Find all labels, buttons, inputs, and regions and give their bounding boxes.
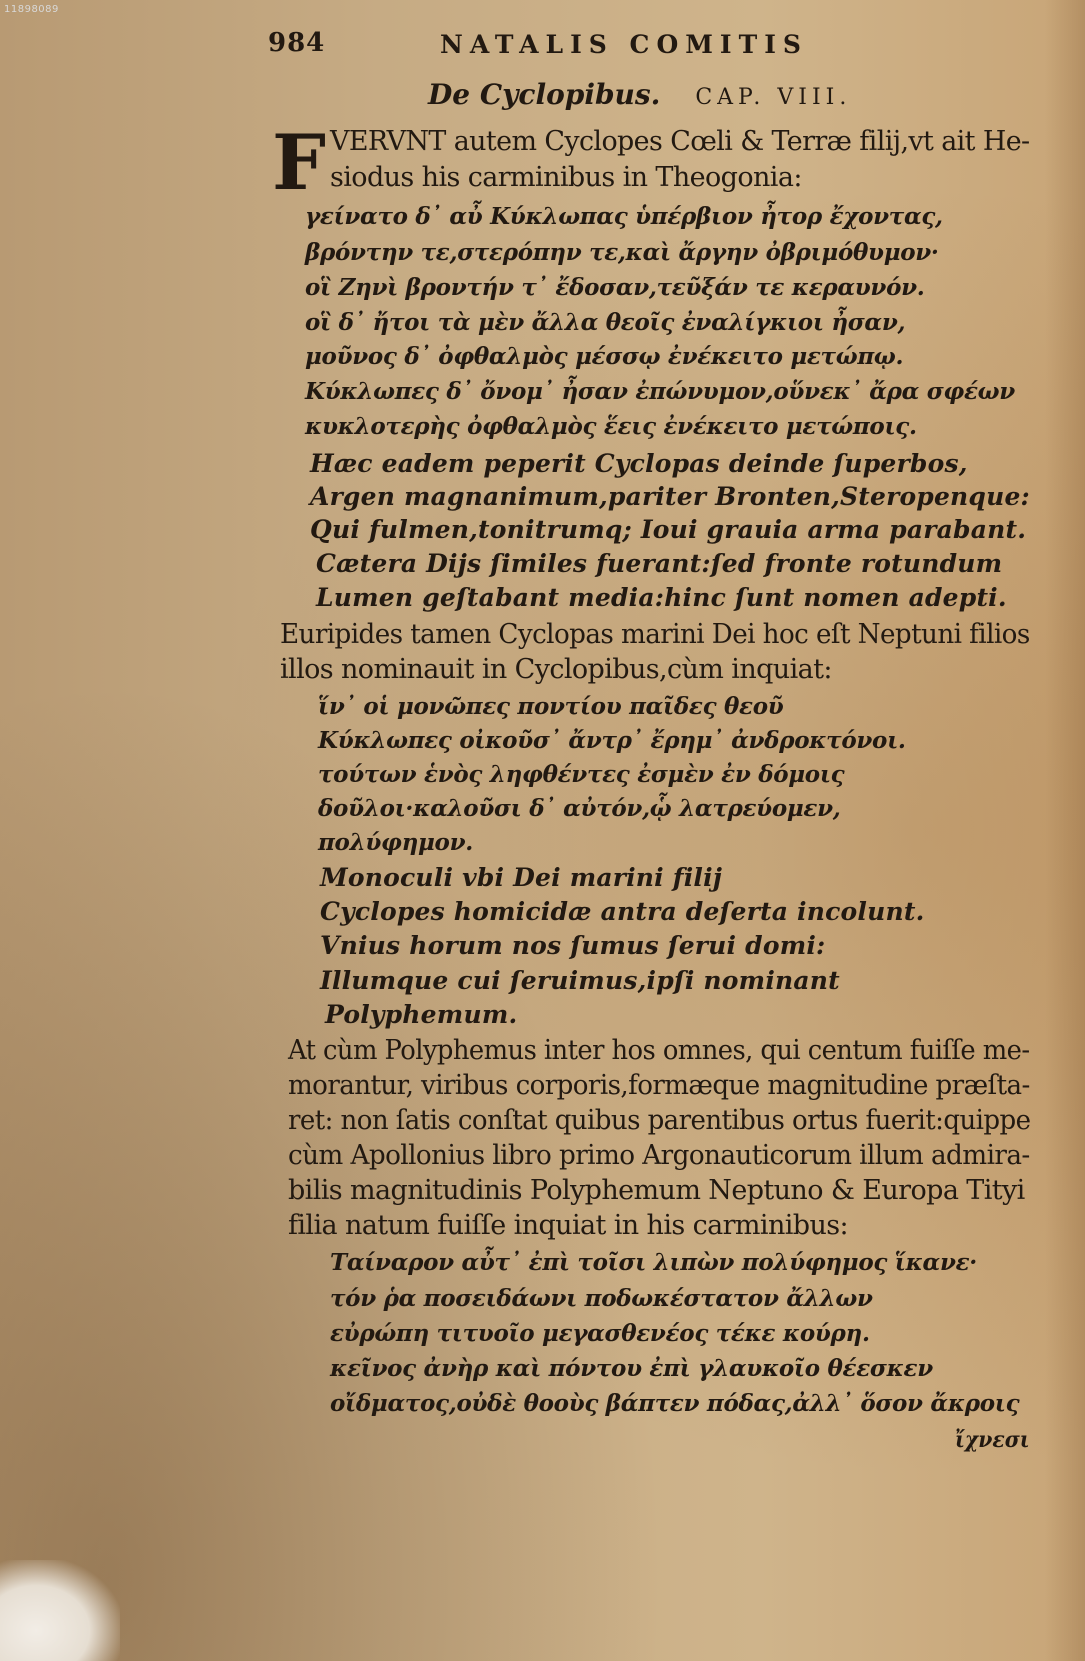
greek-verse-line: ἵν᾽ οἱ μονῶπες ποντίου παῖδες θεοῦ: [318, 693, 784, 720]
latin-verse-line: Hæc eadem peperit Cyclopas deinde ſuperbos,: [310, 449, 968, 478]
drop-initial: F: [272, 118, 326, 207]
greek-verse-line: πολύφημον.: [318, 829, 473, 856]
text-line: Euripides tamen Cyclopas marini Dei hoc eſt Neptuni filios: [280, 619, 1030, 650]
text-line: VERVNT autem Cyclopes Cœli & Terræ filij,vt ait He-: [330, 126, 1030, 157]
greek-verse-line: οἳ δ᾽ ἤτοι τὰ μὲν ἄλλα θεοῖς ἐναλίγκιοι ἦσαν,: [305, 309, 906, 336]
greek-verse-line: Κύκλωπες δ᾽ ὄνομ᾽ ἦσαν ἐπώνυμον,οὕνεκ᾽ ἄρα σφέων: [305, 378, 1015, 405]
greek-verse-line: τόν ῥα ποσειδάωνι ποδωκέστατον ἄλλων: [330, 1285, 873, 1312]
greek-verse-line: κεῖνος ἀνὴρ καὶ πόντου ἐπὶ γλαυκοῖο θέεσκεν: [330, 1355, 933, 1382]
latin-verse-line: Polyphemum.: [325, 1000, 518, 1029]
greek-verse-line: οἴδματος,οὐδὲ θοοὺς βάπτεν πόδας,ἀλλ᾽ ὅσον ἄκροις: [330, 1390, 1020, 1417]
greek-verse-line: εὐρώπη τιτυοῖο μεγασθενέος τέκε κούρη.: [330, 1320, 870, 1347]
greek-verse-line: μοῦνος δ᾽ ὀφθαλμὸς μέσσῳ ἐνέκειτο μετώπῳ.: [305, 343, 904, 370]
latin-verse-line: Cyclopes homicidæ antra deſerta incolunt.: [320, 897, 925, 926]
greek-verse-line: τούτων ἑνὸς ληφθέντες ἐσμὲν ἐν δόμοις: [318, 761, 845, 788]
greek-verse-line: Κύκλωπες οἰκοῦσ᾽ ἄντρ᾽ ἔρημ᾽ ἀνδροκτόνοι.: [318, 727, 906, 754]
chapter-number: CAP. VIII.: [695, 85, 852, 110]
text-line: siodus his carminibus in Theogonia:: [330, 162, 802, 193]
greek-verse-line: κυκλοτερὴς ὀφθαλμὸς ἕεις ἐνέκειτο μετώποις.: [305, 413, 917, 440]
greek-verse-line: οἳ Ζηνὶ βροντήν τ᾽ ἔδοσαν,τεῦξάν τε κεραυνόν.: [305, 274, 925, 301]
greek-verse-line: Ταίναρον αὖτ᾽ ἐπὶ τοῖσι λιπὼν πολύφημος ἵκανε·: [330, 1249, 977, 1276]
text-line: ret: non ſatis conſtat quibus parentibus ortus fuerit:quippe: [288, 1105, 1031, 1136]
text-line: filia natum fuiſſe inquiat in his carminibus:: [288, 1210, 848, 1241]
latin-verse-line: Vnius horum nos ſumus ſerui domi:: [320, 931, 826, 960]
text-line: bilis magnitudinis Polyphemum Neptuno & Europa Tityi: [288, 1175, 1025, 1206]
latin-verse-line: Monoculi vbi Dei marini filij: [320, 863, 723, 892]
page-stain: [0, 1560, 120, 1661]
chapter-title: De Cyclopibus.: [428, 78, 661, 111]
latin-verse-line: Lumen geſtabant media:hinc ſunt nomen adepti.: [316, 583, 1007, 612]
latin-verse-line: Argen magnanimum,pariter Bronten,Steropenque:: [310, 482, 1030, 511]
latin-verse-line: Cætera Dijs ſimiles fuerant:ſed fronte rotundum: [316, 549, 1003, 578]
catchword: ἴχνεσι: [955, 1427, 1030, 1453]
greek-verse-line: γείνατο δ᾽ αὖ Κύκλωπας ὑπέρβιον ἦτορ ἔχοντας,: [305, 203, 943, 230]
running-head: [0, 24, 1085, 64]
greek-verse-line: βρόντην τε,στερόπην τε,καὶ ἄργην ὀβριμόθυμον·: [305, 239, 939, 266]
latin-verse-line: Qui fulmen,tonitrumq; Ioui grauia arma parabant.: [310, 515, 1027, 544]
page-edge-shadow: [1045, 0, 1085, 1661]
scan-id-label: 11898089: [4, 4, 59, 15]
page-number: 984: [268, 28, 326, 58]
running-title: NATALIS COMITIS: [440, 30, 808, 59]
chapter-heading: [428, 78, 851, 111]
text-line: illos nominauit in Cyclopibus,cùm inquiat:: [280, 654, 832, 685]
greek-verse-line: δοῦλοι·καλοῦσι δ᾽ αὐτόν,ᾧ λατρεύομεν,: [318, 795, 841, 822]
text-line: At cùm Polyphemus inter hos omnes, qui centum fuiſſe me-: [288, 1035, 1030, 1066]
text-line: cùm Apollonius libro primo Argonauticorum illum admira-: [288, 1140, 1030, 1171]
text-line: morantur, viribus corporis,formæque magnitudine præſta-: [288, 1070, 1030, 1101]
latin-verse-line: Illumque cui ſeruimus,ipſi nominant: [320, 966, 840, 995]
